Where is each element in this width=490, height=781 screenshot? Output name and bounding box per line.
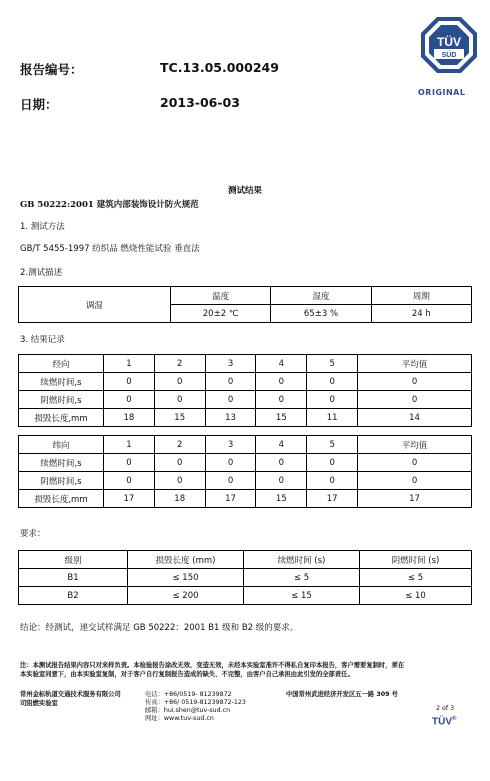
conditioning-header-humidity: 湿度	[271, 287, 371, 305]
table-cell: 0	[205, 472, 256, 490]
table-cell: 0	[154, 454, 205, 472]
table-cell: B2	[19, 587, 128, 605]
table-row	[19, 569, 472, 587]
table-cell: 0	[104, 472, 155, 490]
report-number-label: 报告编号：	[20, 62, 83, 77]
standard-title: GB 50222:2001 建筑内部装饰设计防火规范	[20, 200, 199, 210]
table-cell: 1	[104, 436, 155, 454]
method-heading: 1. 测试方法	[20, 222, 65, 232]
table-cell: B1	[19, 569, 128, 587]
logo-tuv-text: TÜV	[437, 35, 461, 49]
table-cell: 0	[358, 454, 472, 472]
tuv-octagon-icon	[420, 16, 478, 84]
table-cell: ≤ 5	[360, 569, 472, 587]
page-number: 2 of 3	[436, 705, 455, 712]
logo-original-text: ORIGINAL	[418, 88, 466, 97]
table-cell: 损毁长度 (mm)	[128, 551, 244, 569]
requirements-table	[18, 550, 472, 605]
table-cell: 0	[358, 391, 472, 409]
table-cell: 2	[154, 436, 205, 454]
table-cell: ≤ 10	[360, 587, 472, 605]
table-cell: 5	[307, 355, 358, 373]
table-cell: 损毁长度,mm	[19, 409, 104, 427]
table-cell: 0	[104, 373, 155, 391]
footer-web: 网址：www.tuv-sud.cn	[145, 715, 214, 722]
table-cell: 15	[256, 409, 307, 427]
footer-note-line2: 本实验室同意下，由本实验室复制，对于客户自行复制报告造成的缺失、不完整，由客户自己承担由此引发的全部责任。	[20, 671, 354, 678]
table-cell: 平均值	[358, 436, 472, 454]
table-cell: 0	[205, 373, 256, 391]
table-row	[19, 454, 472, 472]
footer-company-line1: 常州金标轨道交通技术服务有限公司	[20, 691, 121, 698]
table-cell: 级别	[19, 551, 128, 569]
table-cell: 15	[154, 409, 205, 427]
conditioning-period-value: 24 h	[371, 305, 471, 323]
table-row	[19, 587, 472, 605]
table-cell: 4	[256, 436, 307, 454]
table-cell: 15	[256, 490, 307, 508]
conclusion-text: 结论：经测试，递交试样满足 GB 50222：2001 B1 级和 B2 级的要求。	[20, 623, 299, 633]
footer-note-line1: 注：本测试报告结果内容只对来样负责。本检验报告涂改无效、变造无效，未经本实验室准许不得私自复印本报告，客户需要复制时，须在	[20, 662, 405, 669]
method-text: GB/T 5455-1997 纺织品 燃烧性能试验 垂直法	[20, 244, 200, 254]
conditioning-header-temp: 温度	[170, 287, 270, 305]
table-cell: 0	[307, 391, 358, 409]
table-row	[19, 409, 472, 427]
logo-sud-text: SÜD	[441, 52, 457, 59]
date-label: 日期：	[20, 97, 58, 112]
table-cell: 平均值	[358, 355, 472, 373]
footer-tuv-logo: TÜV®	[432, 716, 457, 728]
table-cell: 4	[256, 355, 307, 373]
table-cell: 0	[154, 373, 205, 391]
table-cell: 3	[205, 436, 256, 454]
table-cell: 5	[307, 436, 358, 454]
table-cell: 3	[205, 355, 256, 373]
table-cell: ≤ 150	[128, 569, 244, 587]
table-cell: 17	[307, 490, 358, 508]
table-cell: 11	[307, 409, 358, 427]
table-cell: 2	[154, 355, 205, 373]
table-cell: 0	[154, 391, 205, 409]
table-cell: 18	[154, 490, 205, 508]
table-cell: 0	[205, 391, 256, 409]
table-cell: 0	[307, 472, 358, 490]
table-header-row	[19, 355, 472, 373]
table-cell: 0	[104, 454, 155, 472]
table-cell: 1	[104, 355, 155, 373]
table-cell: 0	[256, 373, 307, 391]
table-cell: 0	[104, 391, 155, 409]
table-cell: ≤ 5	[244, 569, 360, 587]
table-row	[19, 391, 472, 409]
table-cell: 续燃时间 (s)	[244, 551, 360, 569]
conditioning-temp-value: 20±2 ℃	[170, 305, 270, 323]
table-cell: 经向	[19, 355, 104, 373]
table-cell: 0	[205, 454, 256, 472]
section-title: 测试结果	[227, 186, 262, 196]
tuv-sud-logo	[420, 16, 478, 88]
table-row	[19, 490, 472, 508]
table-cell: 纬向	[19, 436, 104, 454]
weft-results-table	[18, 435, 472, 508]
table-cell: 17	[358, 490, 472, 508]
table-cell: 0	[358, 373, 472, 391]
table-cell: 18	[104, 409, 155, 427]
report-number: TC.13.05.000249	[160, 60, 279, 75]
footer-company-line2: 司阻燃实验室	[20, 700, 58, 707]
table-cell: 0	[307, 373, 358, 391]
conditioning-humidity-value: 65±3 %	[271, 305, 371, 323]
table-cell: ≤ 200	[128, 587, 244, 605]
table-cell: ≤ 15	[244, 587, 360, 605]
table-cell: 13	[205, 409, 256, 427]
footer-fax: 传真：+86/ 0519-81239872-123	[145, 699, 246, 706]
description-heading: 2.测试描述	[20, 268, 63, 278]
table-cell: 续燃时间,s	[19, 373, 104, 391]
table-cell: 阴燃时间,s	[19, 472, 104, 490]
warp-results-table	[18, 354, 472, 427]
report-date: 2013-06-03	[160, 95, 240, 110]
table-row	[19, 373, 472, 391]
table-cell: 损毁长度,mm	[19, 490, 104, 508]
conditioning-header-period: 周期	[371, 287, 471, 305]
conditioning-row-label: 调湿	[19, 287, 171, 323]
table-cell: 0	[256, 391, 307, 409]
table-cell: 0	[307, 454, 358, 472]
table-cell: 0	[154, 472, 205, 490]
table-cell: 0	[256, 472, 307, 490]
footer-address: 中国常州武进经济开发区五一路 309 号	[286, 691, 398, 698]
footer-email: 邮箱：hui.shen@tuv-sud.cn	[145, 707, 231, 714]
table-cell: 阴燃时间,s	[19, 391, 104, 409]
table-cell: 阴燃时间 (s)	[360, 551, 472, 569]
table-cell: 17	[205, 490, 256, 508]
results-heading: 3. 结果记录	[20, 335, 65, 345]
footer-tel: 电话：+86/0519- 81239872	[145, 691, 232, 698]
requirements-heading: 要求：	[20, 529, 46, 539]
conditioning-table	[18, 286, 472, 323]
table-header-row	[19, 436, 472, 454]
table-cell: 17	[104, 490, 155, 508]
table-row	[19, 472, 472, 490]
table-cell: 0	[256, 454, 307, 472]
table-header-row	[19, 551, 472, 569]
table-cell: 0	[358, 472, 472, 490]
table-cell: 14	[358, 409, 472, 427]
table-cell: 续燃时间,s	[19, 454, 104, 472]
